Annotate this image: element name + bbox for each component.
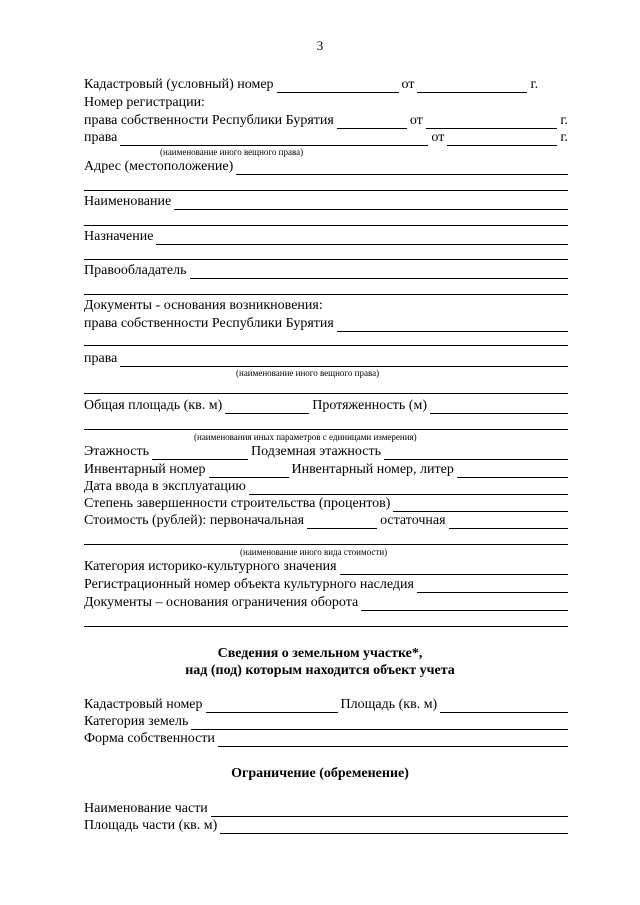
other-right-number-field[interactable] <box>120 133 428 146</box>
from-label: от <box>431 130 445 145</box>
ownership-rb-row <box>84 112 568 129</box>
area-label: Общая площадь (кв. м) <box>84 398 223 413</box>
encumbrance-heading: Ограничение (обременение) <box>231 766 409 781</box>
land-category-row <box>84 713 568 730</box>
address-field[interactable] <box>236 162 568 175</box>
land-category-field[interactable] <box>191 717 568 730</box>
completion-field[interactable] <box>393 499 568 512</box>
address-field-line-2[interactable] <box>84 190 568 191</box>
from-label: от <box>409 113 423 128</box>
cost-label: Стоимость (рублей): первоначальная <box>84 513 305 528</box>
cadastral-number-row <box>84 76 568 93</box>
floors-label: Этажность <box>84 444 149 459</box>
underground-field[interactable] <box>384 447 568 460</box>
page-number: 3 <box>316 38 324 53</box>
restriction-docs-label: Документы – основания ограничения оборота <box>84 595 359 610</box>
length-label: Протяженность (м) <box>312 398 427 413</box>
other-right-note: (наименование иного вещного права) <box>160 147 304 157</box>
documents-right-label: права <box>84 351 118 366</box>
name-row <box>84 193 568 210</box>
reg-number-label: Номер регистрации: <box>84 95 205 110</box>
residual-cost-field[interactable] <box>449 516 568 529</box>
year-label: г. <box>560 130 568 145</box>
inventory-label: Инвентарный номер <box>84 462 206 477</box>
address-row <box>84 158 568 175</box>
completion-row <box>84 495 568 512</box>
ownership-rb-label: права собственности Республики Бурятия <box>84 113 334 128</box>
other-right-date-field[interactable] <box>447 133 557 146</box>
cadastral-date-field[interactable] <box>417 80 527 93</box>
params-note: (наименования иных параметров с единицами измерения) <box>194 432 417 442</box>
cadastral-number-label: Кадастровый (условный) номер <box>84 77 274 92</box>
holder-field-line-2[interactable] <box>84 294 568 295</box>
inventory-field[interactable] <box>209 465 289 478</box>
land-heading-1: Сведения о земельном участке*, <box>217 646 423 661</box>
length-field[interactable] <box>430 401 568 414</box>
area-field[interactable] <box>225 401 309 414</box>
documents-right-field-line-2[interactable] <box>84 393 568 394</box>
part-area-field[interactable] <box>220 821 568 834</box>
right-label: права <box>84 130 118 145</box>
documents-ownership-field[interactable] <box>337 319 568 332</box>
documents-label: Документы - основания возникновения: <box>84 298 323 313</box>
holder-field[interactable] <box>190 266 569 279</box>
purpose-row <box>84 228 568 245</box>
heritage-category-row <box>84 558 568 575</box>
other-right-row <box>84 129 568 146</box>
restriction-docs-field-line-2[interactable] <box>84 626 568 627</box>
part-area-label: Площадь части (кв. м) <box>84 818 218 833</box>
heritage-category-label: Категория историко-культурного значения <box>84 559 337 574</box>
holder-row <box>84 262 568 279</box>
name-field-line-2[interactable] <box>84 225 568 226</box>
part-name-label: Наименование части <box>84 801 208 816</box>
land-heading-2: над (под) которым находится объект учета <box>185 663 455 678</box>
ownership-form-label: Форма собственности <box>84 731 215 746</box>
ownership-rb-date-field[interactable] <box>426 116 558 129</box>
heritage-reg-row <box>84 576 568 593</box>
documents-right-field[interactable] <box>120 354 568 367</box>
land-category-label: Категория земель <box>84 714 189 729</box>
inventory-row <box>84 461 568 478</box>
heritage-category-field[interactable] <box>340 562 568 575</box>
documents-ownership-row <box>84 315 568 332</box>
documents-right-row <box>84 350 568 367</box>
inventory-litera-label: Инвентарный номер, литер <box>291 462 454 477</box>
land-area-field[interactable] <box>440 700 568 713</box>
part-name-row <box>84 800 568 817</box>
ownership-form-row <box>84 730 568 747</box>
land-cadastral-label: Кадастровый номер <box>84 697 203 712</box>
floors-field[interactable] <box>152 447 248 460</box>
params-field[interactable] <box>84 429 568 430</box>
documents-ownership-field-line-2[interactable] <box>84 345 568 346</box>
heritage-reg-label: Регистрационный номер объекта культурного наследия <box>84 577 414 592</box>
cost-note: (наименование иного вида стоимости) <box>240 547 388 557</box>
documents-row <box>84 297 568 314</box>
inventory-litera-field[interactable] <box>457 465 568 478</box>
land-cadastral-row <box>84 696 568 713</box>
holder-label: Правообладатель <box>84 263 187 278</box>
commissioning-label: Дата ввода в эксплуатацию <box>84 479 246 494</box>
heritage-reg-field[interactable] <box>417 580 568 593</box>
year-label: г. <box>530 77 539 92</box>
address-label: Адрес (местоположение) <box>84 159 234 174</box>
completion-label: Степень завершенности строительства (процентов) <box>84 496 391 511</box>
purpose-label: Назначение <box>84 229 154 244</box>
name-label: Наименование <box>84 194 172 209</box>
land-area-label: Площадь (кв. м) <box>340 697 438 712</box>
year-label: г. <box>560 113 568 128</box>
documents-ownership-label: права собственности Республики Бурятия <box>84 316 334 331</box>
purpose-field[interactable] <box>156 232 568 245</box>
commissioning-row <box>84 478 568 495</box>
ownership-form-field[interactable] <box>218 734 568 747</box>
cadastral-number-field[interactable] <box>277 80 399 93</box>
part-area-row <box>84 817 568 834</box>
area-length-row <box>84 397 568 414</box>
initial-cost-field[interactable] <box>307 516 377 529</box>
restriction-docs-field[interactable] <box>361 598 568 611</box>
land-cadastral-field[interactable] <box>206 700 338 713</box>
residual-label: остаточная <box>380 513 446 528</box>
floors-row <box>84 443 568 460</box>
restriction-docs-row <box>84 594 568 611</box>
ownership-rb-number-field[interactable] <box>337 116 407 129</box>
underground-label: Подземная этажность <box>250 444 381 459</box>
commissioning-field[interactable] <box>249 482 568 495</box>
part-name-field[interactable] <box>211 804 568 817</box>
name-field[interactable] <box>174 197 568 210</box>
purpose-field-line-2[interactable] <box>84 259 568 260</box>
cost-row <box>84 512 568 529</box>
other-right-note-2: (наименование иного вещного права) <box>236 368 380 378</box>
other-cost-field[interactable] <box>84 544 568 545</box>
from-label: от <box>401 77 415 92</box>
reg-number-row <box>84 94 568 111</box>
